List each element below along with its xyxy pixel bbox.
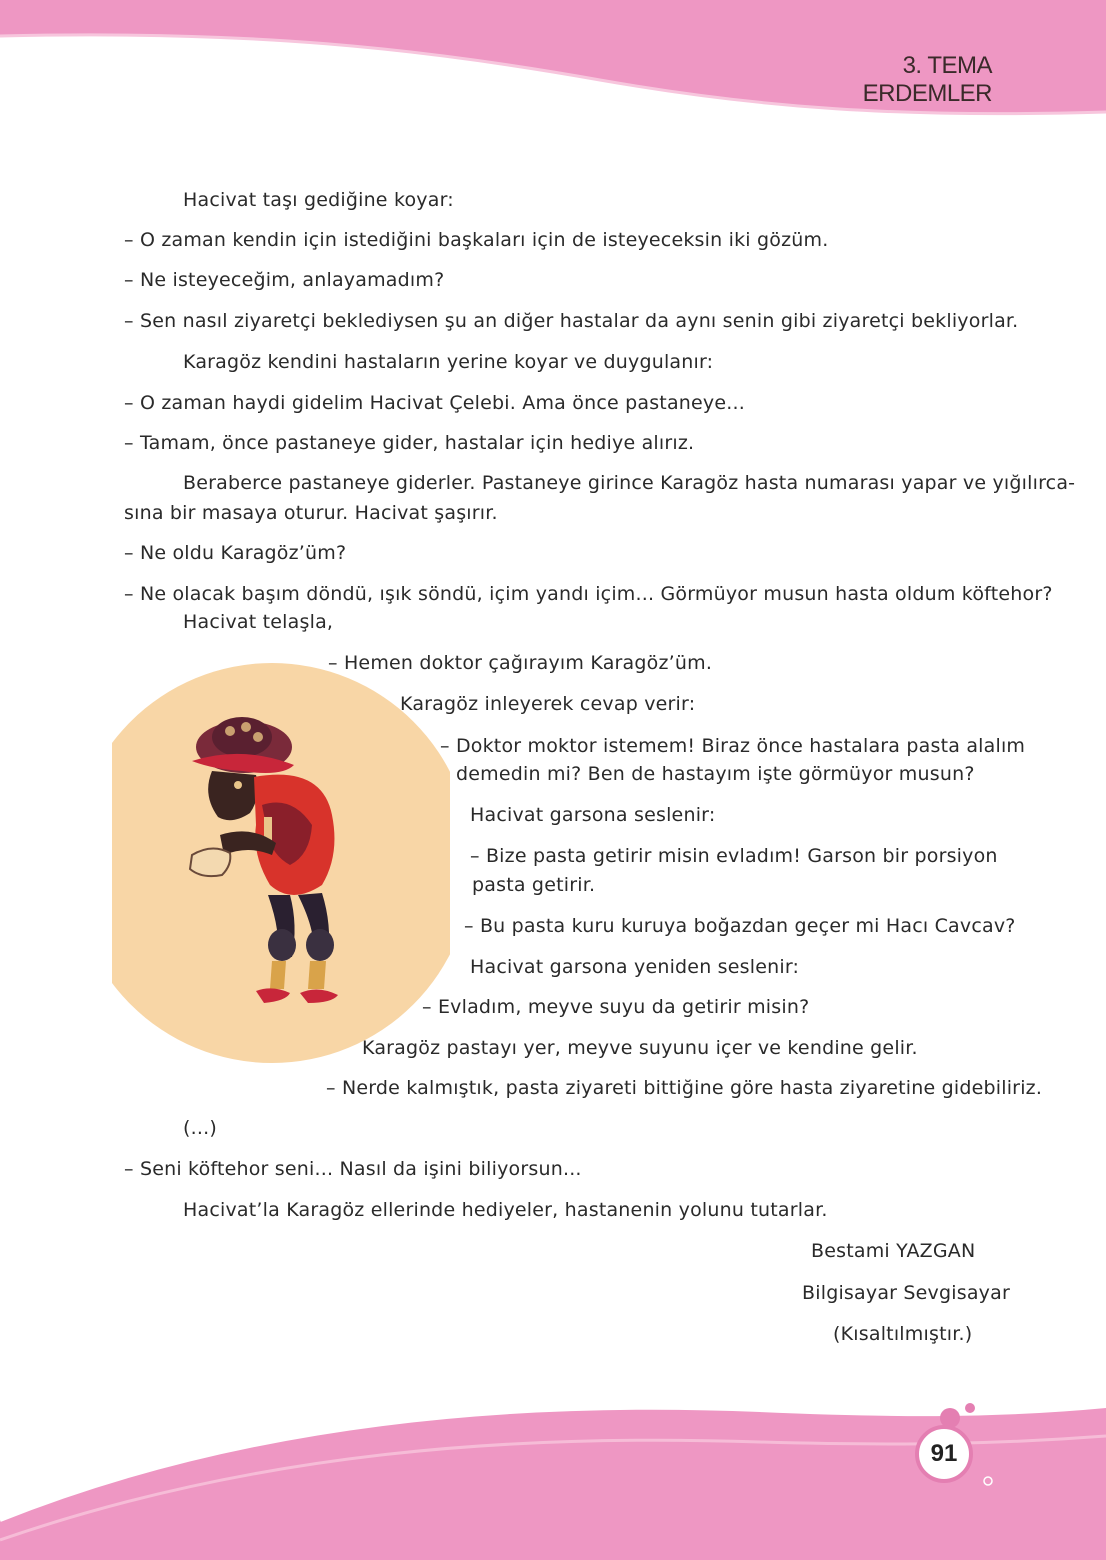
theme-label	[863, 52, 992, 108]
text-line-19: pasta getirir.	[472, 874, 596, 896]
text-line-2: – O zaman kendin için istediğini başkaları için de isteyeceksin iki gözüm.	[124, 229, 829, 251]
text-line-16: demedin mi? Ben de hastayım işte görmüyor musun?	[456, 763, 975, 785]
text-line-20: – Bu pasta kuru kuruya boğazdan geçer mi Hacı Cavcav?	[464, 915, 1016, 937]
text-line-27: Hacivat’la Karagöz ellerinde hediyeler, hastanenin yolunu tutarlar.	[183, 1199, 828, 1221]
text-line-18: – Bize pasta getirir misin evladım! Garson bir porsiyon	[470, 845, 998, 867]
text-line-14: Karagöz inleyerek cevap verir:	[400, 693, 696, 715]
text-line-1: Hacivat taşı gediğine koyar:	[183, 189, 454, 211]
book-title: Bilgisayar Sevgisayar	[802, 1282, 1010, 1304]
text-line-6: – O zaman haydi gidelim Hacivat Çelebi. Ama önce pastaneye...	[124, 392, 745, 414]
text-line-5: Karagöz kendini hastaların yerine koyar ve duygulanır:	[183, 351, 714, 373]
illustration-circle	[112, 663, 450, 1063]
text-line-22: – Evladım, meyve suyu da getirir misin?	[422, 996, 810, 1018]
abridged-note: (Kısaltılmıştır.)	[833, 1323, 973, 1345]
text-line-12: Hacivat telaşla,	[183, 611, 334, 633]
author-name: Bestami YAZGAN	[811, 1240, 976, 1262]
page-number: 91	[915, 1425, 973, 1483]
text-line-15: – Doktor moktor istemem! Biraz önce hastalara pasta alalım	[440, 735, 1026, 757]
text-line-26: – Seni köftehor seni... Nasıl da işini biliyorsun...	[124, 1158, 582, 1180]
text-line-13: – Hemen doktor çağırayım Karagöz’üm.	[328, 652, 713, 674]
text-line-9: sına bir masaya oturur. Hacivat şaşırır.	[124, 502, 498, 524]
text-line-23: Karagöz pastayı yer, meyve suyunu içer ve kendine gelir.	[362, 1037, 918, 1059]
text-line-7: – Tamam, önce pastaneye gider, hastalar için hediye alırız.	[124, 432, 695, 454]
text-line-25: (...)	[183, 1117, 217, 1139]
text-line-4: – Sen nasıl ziyaretçi beklediysen şu an diğer hastalar da aynı senin gibi ziyaretçi bekliyorlar.	[124, 310, 1019, 332]
text-line-24: – Nerde kalmıştık, pasta ziyareti bittiğine göre hasta ziyaretine gidebiliriz.	[326, 1077, 1043, 1099]
text-line-10: – Ne oldu Karagöz’üm?	[124, 542, 347, 564]
text-line-21: Hacivat garsona yeniden seslenir:	[470, 956, 800, 978]
text-line-11: – Ne olacak başım döndü, ışık söndü, içim yandı içim... Görmüyor musun hasta oldum köftehor?	[124, 583, 1053, 605]
theme-number: 3. TEMA	[902, 52, 992, 79]
karagoz-puppet-image	[172, 705, 372, 1015]
theme-title: ERDEMLER	[862, 80, 992, 107]
text-line-8: Beraberce pastaneye giderler. Pastaneye girince Karagöz hasta numarası yapar ve yığılırca-	[183, 472, 1076, 494]
text-line-3: – Ne isteyeceğim, anlayamadım?	[124, 269, 445, 291]
text-line-17: Hacivat garsona seslenir:	[470, 804, 716, 826]
